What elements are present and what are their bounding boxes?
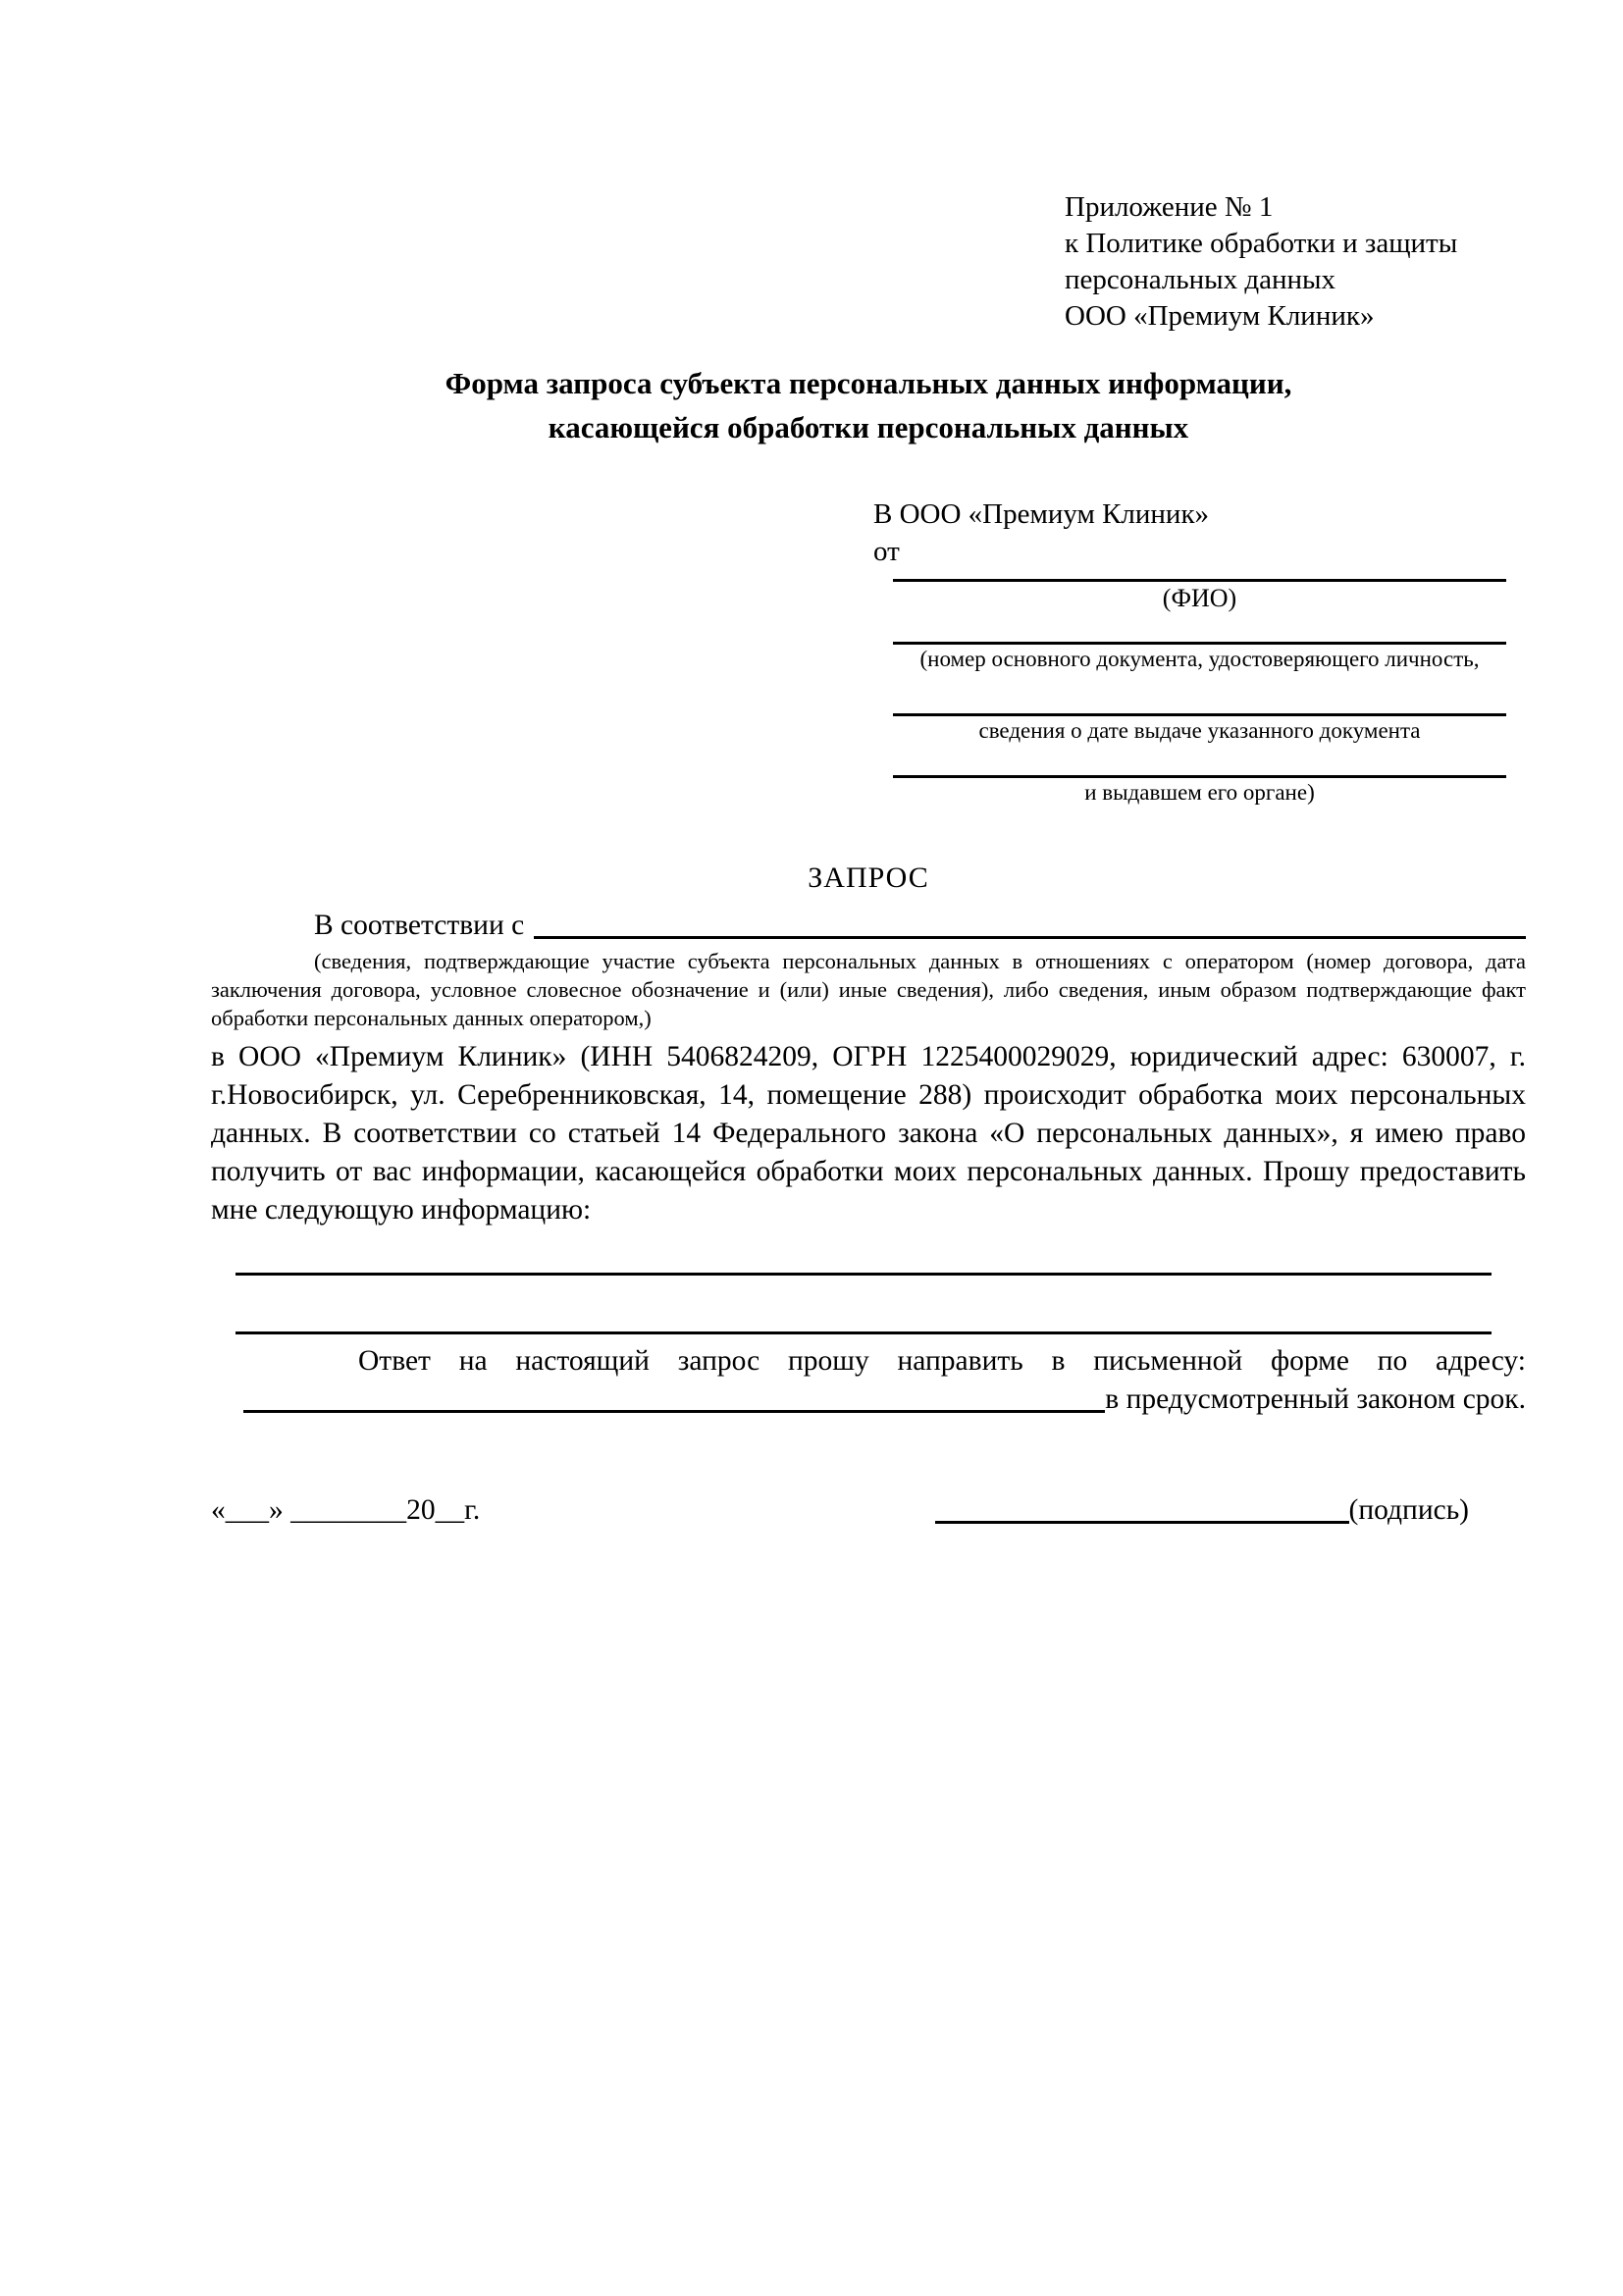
signature-caption: (подпись) [1348,1494,1469,1526]
appendix-note-line: к Политике обработки и защиты [1065,228,1458,259]
compliance-prefix: В соответствии с [314,910,525,941]
reply-suffix: в предусмотренный законом срок. [1105,1383,1526,1415]
addressee-block [873,496,1506,808]
signature-blank-line [935,1521,1349,1524]
document-title-line2: касающейся обработки персональных данных [548,410,1189,444]
signature-area [935,1491,1469,1530]
request-body: в ООО «Премиум Клиник» (ИНН 5406824209, ОГРН 1225400029029, юридический адрес: 630007, г. г.Новосибирск, ул. Серебренниковская, 14, помещение 288) происходит обработка моих персональных данных. В соответствии со статьей 14 Федерального закона «О персональных данных», я имею право получить от вас информации, касающейся обработки моих персональных данных. Прошу предоставить мне следующую информацию: [211,1041,1526,1226]
compliance-footnote: (сведения, подтверждающие участие субъекта персональных данных в отношениях с оператором (номер договора, дата заключения договора, условное словесное обозначение и (или) иные сведения), либо сведения, иным образом подтверждающие факт обработки персональных данных оператором,) [211,949,1526,1030]
document-number-caption: (номер основного документа, удостоверяющего личность, [919,647,1480,671]
request-heading: ЗАПРОС [808,861,929,894]
reply-sentence: Ответ на настоящий запрос прошу направить в письменной форме по адресу: [358,1345,1526,1377]
info-blank-line-1 [236,1273,1492,1276]
addressee-to: В ООО «Премиум Клиник» [873,498,1210,530]
document-title [211,361,1526,449]
issue-date-caption: сведения о дате выдаче указанного документа [978,718,1421,743]
date-line: «___» ________20__г. [211,1494,481,1526]
appendix-note-line: Приложение № 1 [1065,191,1274,223]
compliance-blank-line [534,936,1526,939]
appendix-note-line: ООО «Премиум Клиник» [1065,300,1375,332]
fio-caption: (ФИО) [1162,584,1237,612]
appendix-note-line: персональных данных [1065,264,1336,295]
appendix-note [1065,189,1526,335]
info-blank-line-2 [236,1331,1492,1334]
signature-row [211,1491,1526,1530]
addressee-from: от [873,536,900,567]
issuing-authority-caption: и выдавшем его органе) [1084,780,1315,805]
address-blank-line [243,1410,1105,1413]
document-title-line1: Форма запроса субъекта персональных данных информации, [445,366,1292,400]
compliance-line [211,907,1526,945]
reply-address-line [211,1381,1526,1419]
